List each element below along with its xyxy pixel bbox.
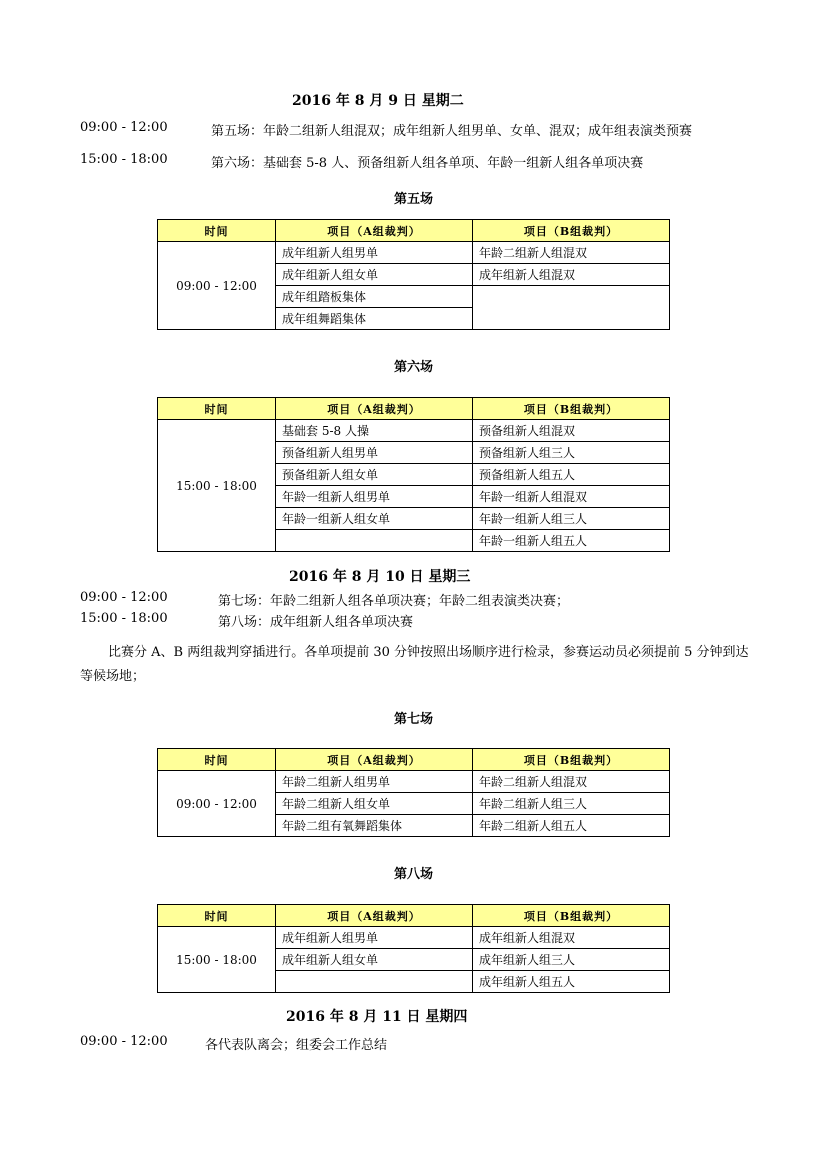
event-b: 成年组新人组混双 <box>473 264 670 286</box>
session5-title: 第五场 <box>393 192 433 207</box>
session-time: 15:00 - 18:00 <box>158 420 276 552</box>
event-a: 成年组舞蹈集体 <box>276 308 473 330</box>
event-a: 成年组踏板集体 <box>276 286 473 308</box>
day3-date: 2016 年 8 月 11 日 星期四 <box>286 1009 468 1025</box>
header-time: 时间 <box>158 398 276 420</box>
event-a: 年龄一组新人组女单 <box>276 508 473 530</box>
event-b: 成年组新人组三人 <box>473 949 670 971</box>
day1-row-2 <box>80 152 780 172</box>
event-b: 年龄二组新人组三人 <box>473 793 670 815</box>
session8-title: 第八场 <box>393 867 433 882</box>
session8-table <box>157 904 670 993</box>
header-b: 项目（B组裁判） <box>473 749 670 771</box>
event-b-empty <box>473 286 670 330</box>
schedule-desc: 第八场：成年组新人组各单项决赛 <box>218 615 414 630</box>
event-a: 年龄二组新人组男单 <box>276 771 473 793</box>
event-b: 年龄一组新人组五人 <box>473 530 670 552</box>
day2-date: 2016 年 8 月 10 日 星期三 <box>289 569 471 585</box>
day2-row-1 <box>80 590 780 610</box>
event-b: 成年组新人组混双 <box>473 927 670 949</box>
event-b: 预备组新人组三人 <box>473 442 670 464</box>
header-a: 项目（A组裁判） <box>276 398 473 420</box>
event-a: 成年组新人组男单 <box>276 242 473 264</box>
session5-table <box>157 219 670 330</box>
event-a: 成年组新人组男单 <box>276 927 473 949</box>
header-time: 时间 <box>158 749 276 771</box>
event-a: 年龄二组新人组女单 <box>276 793 473 815</box>
event-b: 年龄二组新人组混双 <box>473 771 670 793</box>
header-a: 项目（A组裁判） <box>276 905 473 927</box>
event-a: 年龄二组有氧舞蹈集体 <box>276 815 473 837</box>
event-a <box>276 971 473 993</box>
event-a: 成年组新人组女单 <box>276 949 473 971</box>
schedule-time: 15:00 - 18:00 <box>80 152 168 167</box>
event-b: 预备组新人组五人 <box>473 464 670 486</box>
event-a: 基础套 5-8 人操 <box>276 420 473 442</box>
header-time: 时间 <box>158 905 276 927</box>
header-a: 项目（A组裁判） <box>276 220 473 242</box>
event-b: 年龄一组新人组三人 <box>473 508 670 530</box>
event-a: 年龄一组新人组男单 <box>276 486 473 508</box>
event-b: 成年组新人组五人 <box>473 971 670 993</box>
day2-row-2 <box>80 611 780 631</box>
session-time: 09:00 - 12:00 <box>158 771 276 837</box>
event-a <box>276 530 473 552</box>
schedule-time: 09:00 - 12:00 <box>80 120 168 135</box>
day1-date: 2016 年 8 月 9 日 星期二 <box>292 93 464 109</box>
competition-note: 比赛分 A、B 两组裁判穿插进行。各单项提前 30 分钟按照出场顺序进行检录，参赛运动员必须提前 5 分钟到达等候场地； <box>80 645 749 684</box>
header-b: 项目（B组裁判） <box>473 220 670 242</box>
header-time: 时间 <box>158 220 276 242</box>
schedule-desc: 第五场：年龄二组新人组混双；成年组新人组男单、女单、混双；成年组表演类预赛 <box>211 124 693 139</box>
session6-table <box>157 397 670 552</box>
session-time: 09:00 - 12:00 <box>158 242 276 330</box>
header-b: 项目（B组裁判） <box>473 905 670 927</box>
schedule-time: 09:00 - 12:00 <box>80 1034 168 1049</box>
day1-row-1 <box>80 120 780 140</box>
event-b: 年龄二组新人组混双 <box>473 242 670 264</box>
event-b: 年龄一组新人组混双 <box>473 486 670 508</box>
day3-row-1 <box>80 1034 780 1054</box>
session6-title: 第六场 <box>393 360 433 375</box>
schedule-time: 15:00 - 18:00 <box>80 611 168 626</box>
session-time: 15:00 - 18:00 <box>158 927 276 993</box>
schedule-desc: 各代表队离会；组委会工作总结 <box>205 1038 388 1053</box>
event-b: 年龄二组新人组五人 <box>473 815 670 837</box>
header-a: 项目（A组裁判） <box>276 749 473 771</box>
schedule-desc: 第七场：年龄二组新人组各单项决赛；年龄二组表演类决赛； <box>218 594 570 609</box>
session7-title: 第七场 <box>393 712 433 727</box>
event-a: 预备组新人组男单 <box>276 442 473 464</box>
event-a: 成年组新人组女单 <box>276 264 473 286</box>
schedule-time: 09:00 - 12:00 <box>80 590 168 605</box>
event-a: 预备组新人组女单 <box>276 464 473 486</box>
event-b: 预备组新人组混双 <box>473 420 670 442</box>
header-b: 项目（B组裁判） <box>473 398 670 420</box>
session7-table <box>157 748 670 837</box>
schedule-desc: 第六场：基础套 5-8 人、预备组新人组各单项、年龄一组新人组各单项决赛 <box>211 156 644 171</box>
